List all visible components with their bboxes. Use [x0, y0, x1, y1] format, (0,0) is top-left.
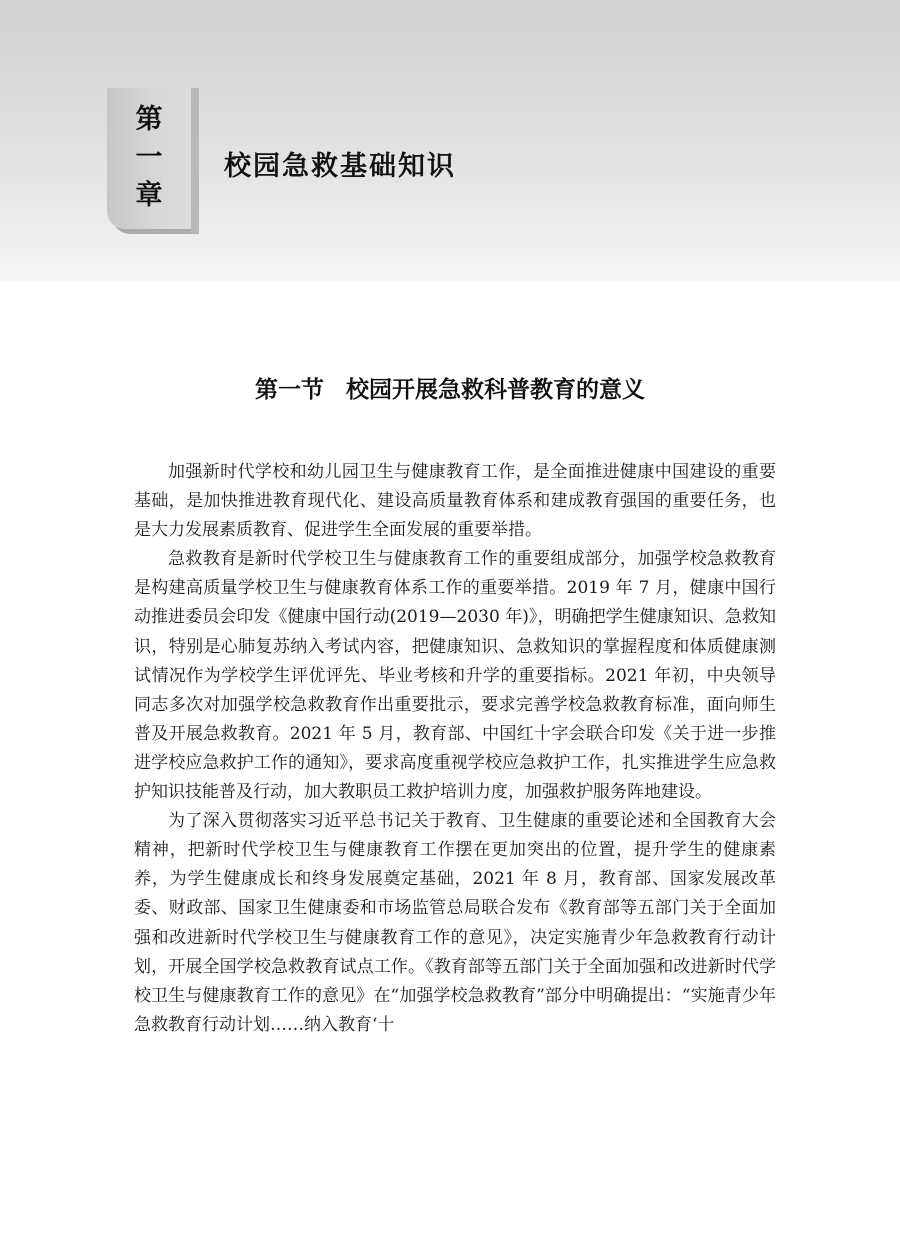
body-paragraph: 急救教育是新时代学校卫生与健康教育工作的重要组成部分，加强学校急救教育是构建高质量学校卫生与健康教育体系工作的重要举措。2019 年 7 月，健康中国行动推进委员会印发《健康中国行动(2019—2030 年)》，明确把学生健康知识、急救知识，特别是心肺复苏纳入考试内容，把健康知识、急救知识的掌握程度和体质健康测试情况作为学校学生评优评先、毕业考核和升学的重要指标。2021 年初，中央领导同志多次对加强学校急救教育作出重要批示，要求完善学校急救教育标准，面向师生普及开展急救教育。2021 年 5 月，教育部、中国红十字会联合印发《关于进一步推进学校应急救护工作的通知》，要求高度重视学校应急救护工作，扎实推进学生应急救护知识技能普及行动，加大教职员工救护培训力度，加强救护服务阵地建设。 — [134, 549, 776, 803]
body-text — [134, 458, 776, 1040]
chapter-tab-char: 章 — [135, 180, 163, 211]
chapter-title: 校园急救基础知识 — [224, 151, 456, 182]
chapter-tab-char: 第 — [135, 104, 163, 135]
chapter-tab-char: 一 — [135, 142, 163, 173]
section-number: 第一节 — [255, 377, 324, 403]
chapter-tab — [107, 88, 191, 229]
body-paragraph: 加强新时代学校和幼儿园卫生与健康教育工作，是全面推进健康中国建设的重要基础，是加快推进教育现代化、建设高质量教育体系和建成教育强国的重要任务，也是大力发展素质教育、促进学生全面发展的重要举措。 — [134, 462, 776, 541]
section-heading — [0, 371, 900, 404]
section-title: 校园开展急救科普教育的意义 — [346, 377, 645, 403]
body-paragraph: 为了深入贯彻落实习近平总书记关于教育、卫生健康的重要论述和全国教育大会精神，把新时代学校卫生与健康教育工作摆在更加突出的位置，提升学生的健康素养，为学生健康成长和终身发展奠定基础，2021 年 8 月，教育部、国家发展改革委、财政部、国家卫生健康委和市场监管总局联合发布《教育部等五部门关于全面加强和改进新时代学校卫生与健康教育工作的意见》，决定实施青少年急救教育行动计划，开展全国学校急救教育试点工作。《教育部等五部门关于全面加强和改进新时代学校卫生与健康教育工作的意见》在“加强学校急救教育”部分中明确提出：“实施青少年急救教育行动计划……纳入教育‘十 — [134, 811, 776, 1035]
